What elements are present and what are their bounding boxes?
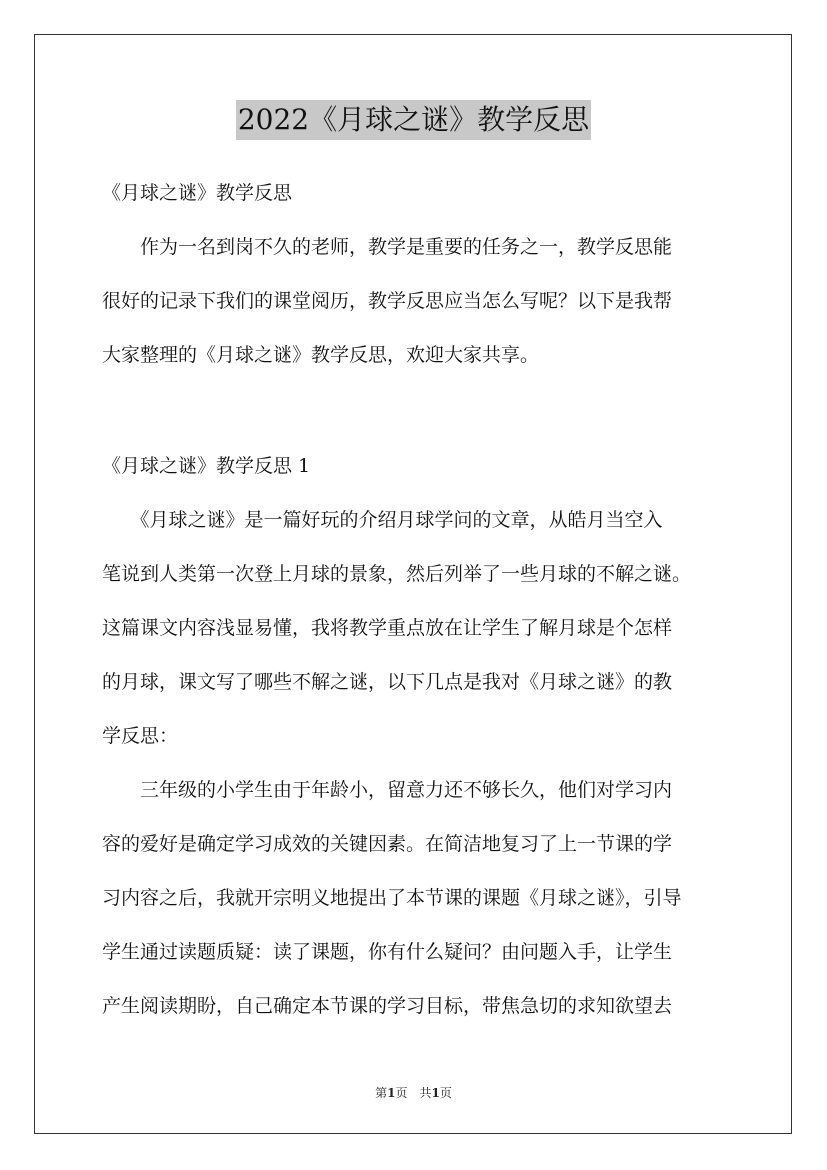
footer-label: 第 bbox=[375, 1086, 388, 1100]
document-title: 2022《月球之谜》教学反思 bbox=[236, 100, 591, 140]
title-wrap bbox=[0, 100, 827, 140]
paragraph-line: 学反思： bbox=[102, 725, 179, 747]
paragraph-line: 《月球之谜》是一篇好玩的介绍月球学问的文章，从皓月当空入 bbox=[102, 509, 663, 531]
paragraph-line: 这篇课文内容浅显易懂，我将教学重点放在让学生了解月球是个怎样 bbox=[102, 617, 673, 639]
footer-label: 页 共 bbox=[395, 1086, 432, 1100]
paragraph-line: 大家整理的《月球之谜》教学反思，欢迎大家共享。 bbox=[102, 344, 540, 366]
section-heading: 《月球之谜》教学反思 1 bbox=[102, 455, 311, 477]
page-footer bbox=[0, 1084, 827, 1102]
section-heading: 《月球之谜》教学反思 bbox=[102, 182, 293, 204]
footer-label: 页 bbox=[439, 1086, 452, 1100]
paragraph-line: 作为一名到岗不久的老师，教学是重要的任务之一，教学反思能 bbox=[102, 236, 673, 258]
paragraph-line: 三年级的小学生由于年龄小，留意力还不够长久，他们对学习内 bbox=[102, 779, 673, 801]
paragraph-line: 产生阅读期盼，自己确定本节课的学习目标，带焦急切的求知欲望去 bbox=[102, 995, 673, 1017]
paragraph-line: 的月球，课文写了哪些不解之谜，以下几点是我对《月球之谜》的教 bbox=[102, 671, 673, 693]
paragraph-line: 笔说到人类第一次登上月球的景象，然后列举了一些月球的不解之谜。 bbox=[102, 563, 692, 585]
current-page-number: 1 bbox=[387, 1086, 396, 1100]
paragraph-line: 容的爱好是确定学习成效的关键因素。在简洁地复习了上一节课的学 bbox=[102, 833, 673, 855]
paragraph-line: 很好的记录下我们的课堂阅历，教学反思应当怎么写呢？以下是我帮 bbox=[102, 290, 673, 312]
paragraph-line: 学生通过读题质疑：读了课题，你有什么疑问？由问题入手，让学生 bbox=[102, 941, 673, 963]
paragraph-line: 习内容之后，我就开宗明义地提出了本节课的课题《月球之谜》，引导 bbox=[102, 887, 682, 909]
total-page-number: 1 bbox=[431, 1086, 440, 1100]
